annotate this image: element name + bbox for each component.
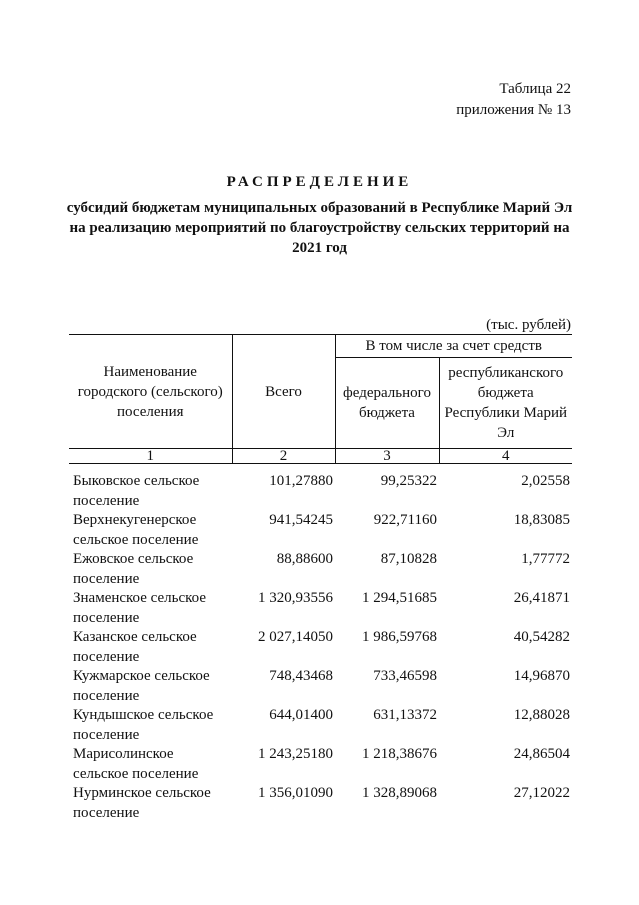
- row-name: Кундышское сельское поселение: [73, 707, 214, 743]
- reference-line-1: Таблица 22: [499, 81, 571, 97]
- reference-line-2: приложения № 13: [456, 102, 571, 118]
- row-federal: 99,25322: [380, 473, 437, 489]
- row-republic: 12,88028: [513, 707, 570, 723]
- row-total: 748,43468: [269, 668, 333, 684]
- table-row: [69, 589, 572, 628]
- row-republic: 26,41871: [513, 590, 570, 606]
- row-federal: 631,13372: [373, 707, 437, 723]
- table-row: [69, 550, 572, 589]
- row-total: 1 356,01090: [258, 785, 333, 801]
- row-republic: 18,83085: [513, 512, 570, 528]
- row-total: 1 320,93556: [258, 590, 333, 606]
- table-row: [69, 511, 572, 550]
- table-row: [69, 706, 572, 745]
- column-number: 1: [69, 449, 232, 464]
- table-reference: [456, 79, 571, 121]
- table-row: [69, 628, 572, 667]
- column-number: 2: [232, 449, 335, 464]
- table-row: [69, 745, 572, 784]
- row-name: Кужмарское сельское поселение: [73, 668, 210, 704]
- row-federal: 922,71160: [373, 512, 437, 528]
- header-federal: федерального бюджета: [335, 358, 439, 449]
- row-total: 941,54245: [269, 512, 333, 528]
- column-number: 4: [439, 449, 572, 464]
- row-total: 88,88600: [276, 551, 333, 567]
- row-name: Марисолинское сельское поселение: [73, 746, 199, 782]
- row-federal: 1 328,89068: [362, 785, 437, 801]
- row-name: Верхнекугенерское сельское поселение: [73, 512, 199, 548]
- table-row: [69, 464, 572, 512]
- row-federal: 87,10828: [380, 551, 437, 567]
- row-federal: 1 218,38676: [362, 746, 437, 762]
- row-total: 101,27880: [269, 473, 333, 489]
- subsidy-table: [69, 334, 572, 823]
- row-republic: 24,86504: [513, 746, 570, 762]
- row-name: Казанское сельское поселение: [73, 629, 197, 665]
- table-row: [69, 667, 572, 706]
- column-number-row: [69, 449, 572, 464]
- header-name: Наименование городского (сельского) поселения: [69, 335, 232, 449]
- row-name: Нурминское сельское поселение: [73, 785, 211, 821]
- table-row: [69, 784, 572, 823]
- row-name: Ежовское сельское поселение: [73, 551, 194, 587]
- row-federal: 1 294,51685: [362, 590, 437, 606]
- header-group: В том числе за счет средств: [335, 335, 572, 358]
- row-federal: 1 986,59768: [362, 629, 437, 645]
- row-republic: 40,54282: [513, 629, 570, 645]
- header-republic: республиканского бюджета Республики Марий Эл: [439, 358, 572, 449]
- row-total: 644,01400: [269, 707, 333, 723]
- row-total: 2 027,14050: [258, 629, 333, 645]
- row-republic: 2,02558: [521, 473, 570, 489]
- row-total: 1 243,25180: [258, 746, 333, 762]
- document-subtitle: субсидий бюджетам муниципальных образований в Республике Марий Эл на реализацию мероприятий по благоустройству сельских территорий на 2021 год: [66, 200, 573, 256]
- document-title: РАСПРЕДЕЛЕНИЕ: [226, 174, 413, 190]
- units-label: (тыс. рублей): [486, 317, 571, 333]
- header-total: Всего: [232, 335, 335, 449]
- row-republic: 27,12022: [513, 785, 570, 801]
- row-name: Знаменское сельское поселение: [73, 590, 207, 626]
- row-name: Быковское сельское поселение: [73, 473, 200, 509]
- column-number: 3: [335, 449, 439, 464]
- row-republic: 14,96870: [513, 668, 570, 684]
- row-federal: 733,46598: [373, 668, 437, 684]
- row-republic: 1,77772: [521, 551, 570, 567]
